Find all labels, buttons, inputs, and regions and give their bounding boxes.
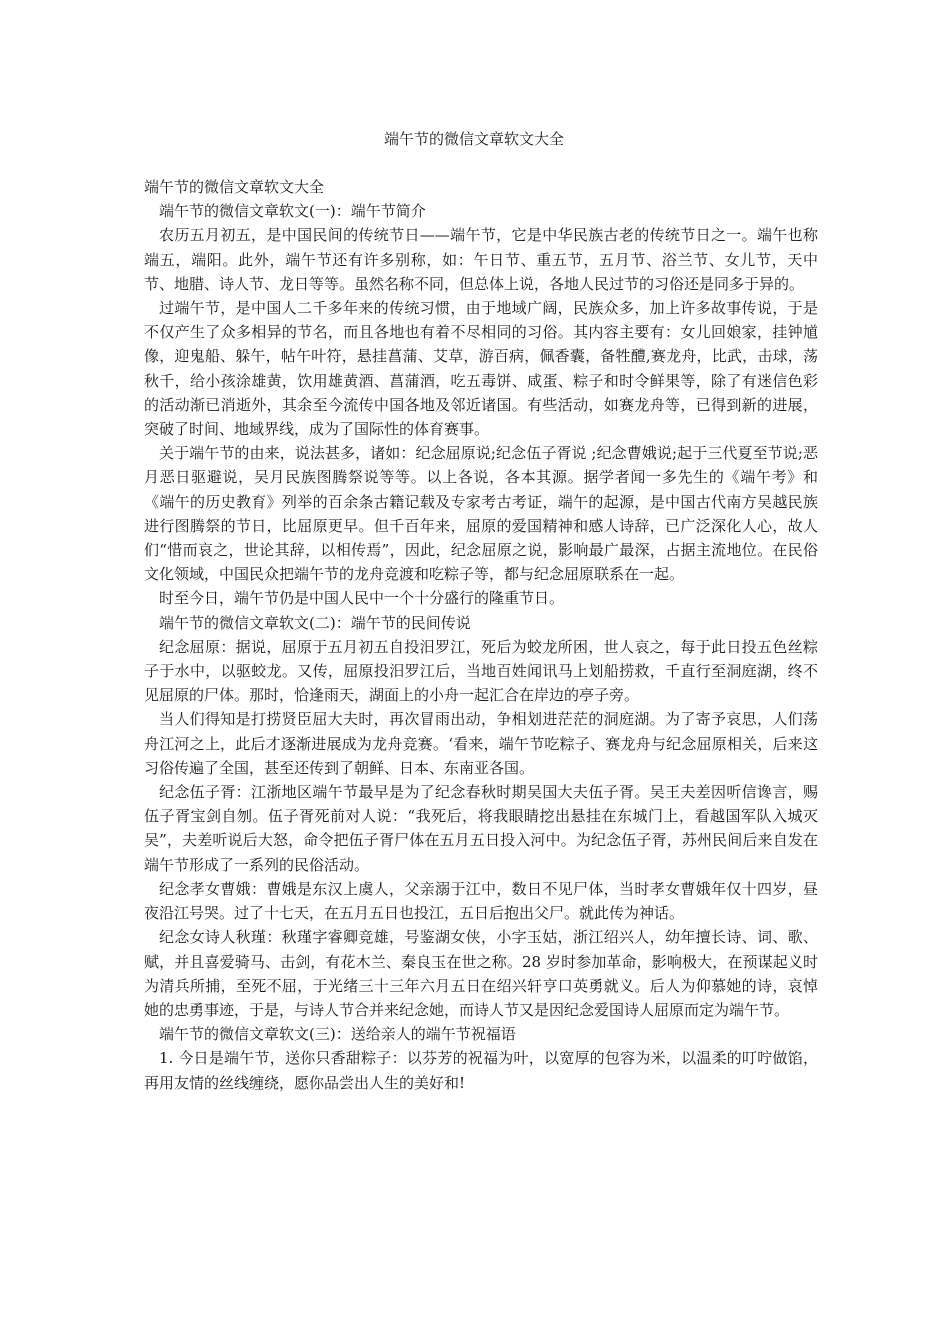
paragraph: 过端午节，是中国人二千多年来的传统习惯，由于地域广阔，民族众多，加上许多故事传说，于是不仅产生了众多相异的节名，而且各地也有着不尽相同的习俗。其内容主要有：女儿回娘家，挂钟馗像，迎鬼船、躲午，帖午叶符，悬挂菖蒲、艾草，游百病，佩香囊，备牲醴,赛龙舟，比武，击球，荡秋千，给小孩涂雄黄，饮用雄黄酒、菖蒲酒，吃五毒饼、咸蛋、粽子和时令鲜果等，除了有迷信色彩的活动渐已消逝外，其余至今流传中国各地及邻近诸国。有些活动，如赛龙舟等，已得到新的进展，突破了时间、地域界线，成为了国际性的体育赛事。: [144, 299, 818, 439]
paragraph: 纪念孝女曹娥：曹娥是东汉上虞人，父亲溺于江中，数日不见尸体，当时孝女曹娥年仅十四岁，昼夜沿江号哭。过了十七天，在五月五日也投江，五日后抱出父尸。就此传为神话。: [144, 879, 818, 923]
paragraph: 农历五月初五，是中国民间的传统节日——端午节，它是中华民族古老的传统节日之一。端午也称端五，端阳。此外，端午节还有许多别称，如：午日节、重五节，五月节、浴兰节、女儿节，天中节、地腊、诗人节、龙日等等。虽然名称不同，但总体上说，各地人民过节的习俗还是同多于异的。: [144, 226, 818, 293]
paragraph: 纪念屈原：据说，屈原于五月初五自投汨罗江，死后为蛟龙所困，世人哀之，每于此日投五色丝粽子于水中，以驱蛟龙。又传，屈原投汨罗江后，当地百姓闻讯马上划船捞救，千直行至洞庭湖，终不见屈原的尸体。那时，恰逢雨天，湖面上的小舟一起汇合在岸边的亭子旁。: [144, 637, 818, 705]
paragraph: 当人们得知是打捞贤臣屈大夫时，再次冒雨出动，争相划进茫茫的洞庭湖。为了寄予哀思，人们荡舟江河之上，此后才逐渐进展成为龙舟竞赛。‘看来，端午节吃粽子、赛龙舟与纪念屈原相关，后来这习俗传遍了全国，甚至还传到了朝鲜、日本、东南亚各国。: [144, 710, 818, 777]
section-heading: 端午节的微信文章软文(三)：送给亲人的端午节祝福语: [159, 1025, 516, 1044]
document-title: 端午节的微信文章软文大全: [383, 130, 564, 148]
paragraph: 纪念女诗人秋瑾：秋瑾字睿卿竞雄，号鉴湖女侠，小字玉姑，浙江绍兴人，幼年擅长诗、词、歌、赋，并且喜爱骑马、击剑，有花木兰、秦良玉在世之称。28 岁时参加革命，影响极大，在预谋起义时为清兵所捕，至死不屈，于光绪三十三年六月五日在绍兴轩亨口英勇就义。后人为仰慕她的诗，哀悼她的忠勇事迹，于是，与诗人节合并来纪念她，而诗人节又是因纪念爱国诗人屈原而定为端午节。: [144, 928, 818, 1019]
section-heading: 端午节的微信文章软文(一)：端午节简介: [159, 202, 426, 221]
section-heading: 端午节的微信文章软文(二)：端午节的民间传说: [159, 613, 471, 632]
paragraph: 关于端午节的由来，说法甚多，诸如：纪念屈原说;纪念伍子胥说 ;纪念曹娥说;起于三代夏至节说;恶月恶日驱避说，吴月民族图腾祭说等等。以上各说，各本其源。据学者闻一多先生的《端午考》和《端午的历史教育》列举的百余条古籍记载及专家考古考证，端午的起源，是中国古代南方吴越民族进行图腾祭的节日，比屈原更早。但千百年来，屈原的爱国精神和感人诗辞，已广泛深化人心，故人们“惜而哀之，世论其辞，以相传焉”，因此，纪念屈原之说，影响最广最深，占据主流地位。在民俗文化领域，中国民众把端午节的龙舟竞渡和吃粽子等，都与纪念屈原联系在一起。: [144, 444, 818, 584]
paragraph: 1. 今日是端午节，送你只香甜粽子：以芬芳的祝福为叶，以宽厚的包容为米，以温柔的叮咛做馅，再用友情的丝线缠绕，愿你品尝出人生的美好和!: [144, 1049, 818, 1092]
paragraph: 时至今日，端午节仍是中国人民中一个十分盛行的隆重节日。: [159, 589, 565, 608]
document-body: [144, 175, 818, 1095]
main-heading: 端午节的微信文章软文大全: [144, 178, 325, 196]
paragraph: 纪念伍子胥：江浙地区端午节最早是为了纪念春秋时期吴国大夫伍子胥。吴王夫差因听信谗言，赐伍子胥宝剑自刎。伍子胥死前对人说：“我死后，将我眼睛挖出悬挂在东城门上，看越国军队入城灭吴”，夫差听说后大怒，命令把伍子胥尸体在五月五日投入河中。为纪念伍子胥，苏州民间后来自发在端午节形成了一系列的民俗活动。: [144, 783, 818, 874]
